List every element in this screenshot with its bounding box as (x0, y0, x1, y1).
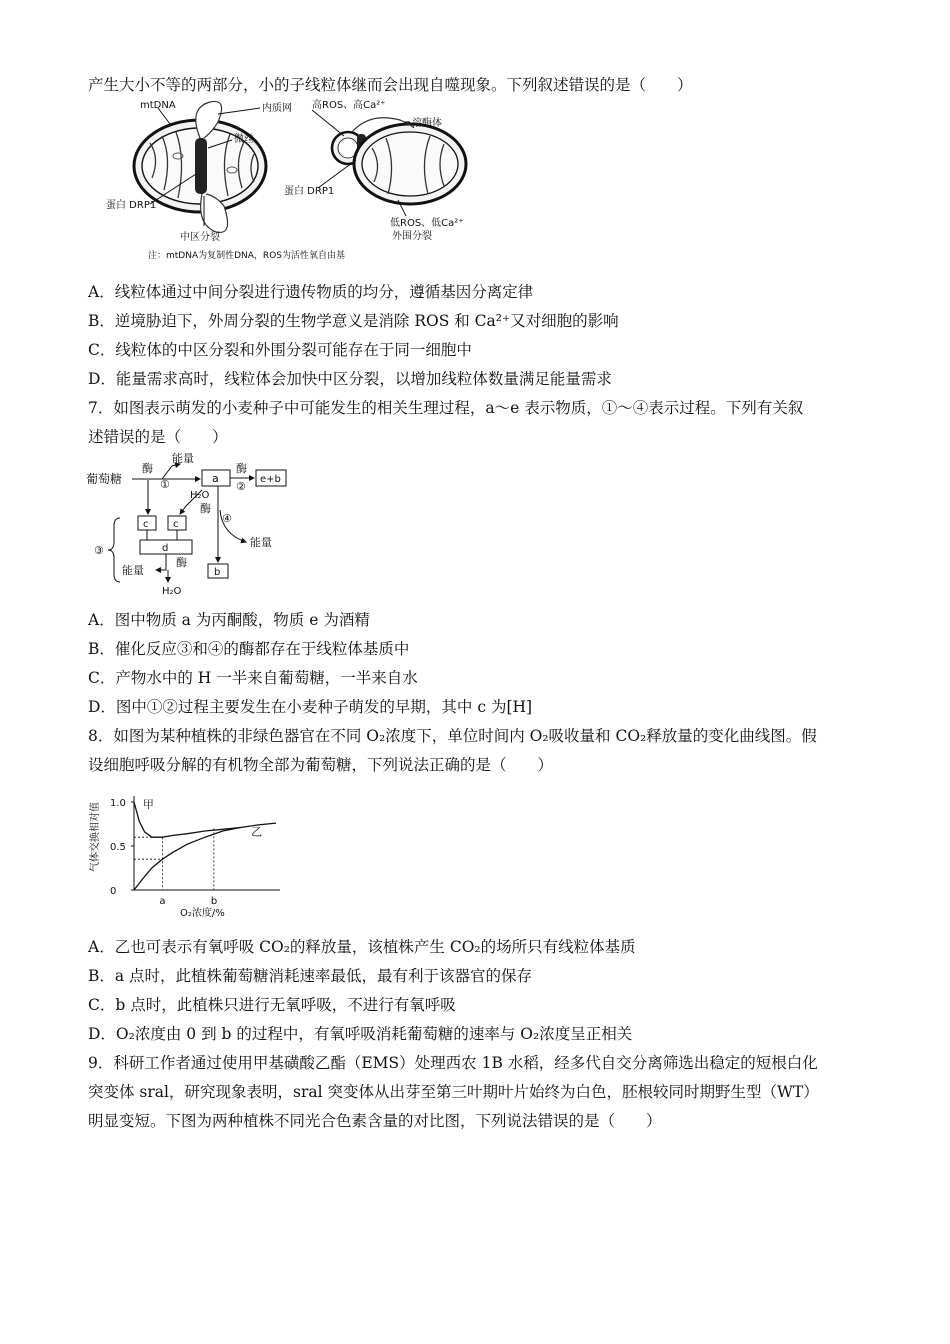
q7-stem-line1: 7．如图表示萌发的小麦种子中可能发生的相关生理过程，a～e 表示物质，①～④表示过程。下列有关叙 (88, 399, 804, 417)
label-er: 内质网 (262, 103, 292, 114)
q7-option-b: B．催化反应③和④的酶都存在于线粒体基质中 (88, 640, 410, 658)
step3-label: ③ (94, 544, 104, 557)
water-label-2: H₂O (162, 586, 182, 597)
q8-stem-line2: 设细胞呼吸分解的有机物全部为葡萄糖，下列说法正确的是（ ） (88, 756, 554, 774)
q9-stem-line1: 9．科研工作者通过使用甲基磺酸乙酯（EMS）处理西农 1B 水稻，经多代自交分离筛选出稳定的短根白化 (88, 1054, 818, 1072)
q7-option-d: D．图中①②过程主要发生在小麦种子萌发的早期，其中 c 为[H] (88, 698, 533, 716)
energy-label-1: 能量 (172, 452, 194, 465)
box-eb-label: e+b (260, 474, 281, 485)
enzyme-label-1: 酶 (142, 462, 153, 475)
box-d-label: d (162, 543, 169, 554)
step1-label: ① (160, 478, 170, 491)
x-tick-label: b (210, 896, 218, 907)
q8-option-b: B．a 点时，此植株葡萄糖消耗速率最低，最有利于该器官的保存 (88, 967, 533, 985)
x-tick-label: a (159, 896, 166, 907)
q6-option-b: B．逆境胁迫下，外周分裂的生物学意义是消除 ROS 和 Ca²⁺又对细胞的影响 (88, 312, 619, 330)
q8-stem-line1: 8．如图为某种植株的非绿色器官在不同 O₂浓度下，单位时间内 O₂吸收量和 CO₂释放量的变化曲线图。假 (88, 727, 817, 745)
gas-exchange-chart (86, 786, 286, 922)
label-high-ros: 高ROS、高Ca²⁺ (312, 100, 386, 111)
energy-label-3: 能量 (122, 564, 144, 577)
step2-label: ② (236, 480, 246, 493)
label-peripheral-division: 外围分裂 (392, 231, 432, 242)
y-axis-label: 气体交换相对值 (90, 802, 101, 872)
q8-option-a: A．乙也可表示有氧呼吸 CO₂的释放量，该植株产生 CO₂的场所只有线粒体基质 (88, 938, 636, 956)
figure-note: 注：mtDNA为复制性DNA，ROS为活性氧自由基 (148, 251, 345, 261)
legend-yi: 乙 (251, 825, 263, 839)
label-microfilament: 微丝 (234, 134, 254, 145)
x-axis-label: O₂浓度/% (180, 908, 225, 919)
y-tick-label: 0.5 (110, 842, 126, 853)
right-mitochondrion (312, 110, 466, 216)
label-lysosome: 溶酶体 (412, 118, 442, 129)
enzyme-label-3: 酶 (200, 502, 211, 515)
mitochondria-division-figure (100, 98, 500, 264)
q8-option-c: C．b 点时，此植株只进行无氧呼吸，不进行有氧呼吸 (88, 996, 456, 1014)
y-tick-label: 1.0 (110, 798, 126, 809)
q6-option-d: D．能量需求高时，线粒体会加快中区分裂，以增加线粒体数量满足能量需求 (88, 370, 612, 388)
water-label-1: H₂O (190, 490, 210, 501)
q9-stem-line3: 明显变短。下图为两种植株不同光合色素含量的对比图，下列说法错误的是（ ） (88, 1112, 662, 1130)
box-b-label: b (214, 567, 221, 578)
label-mtdna: mtDNA (140, 100, 176, 111)
step4-label: ④ (222, 512, 232, 525)
label-middle-division: 中区分裂 (180, 232, 220, 243)
box-a-label: a (212, 472, 219, 485)
q8-option-d: D．O₂浓度由 0 到 b 的过程中，有氧呼吸消耗葡萄糖的速率与 O₂浓度呈正相关 (88, 1025, 633, 1043)
q7-stem-line2: 述错误的是（ ） (88, 428, 228, 446)
respiration-process-diagram (86, 450, 296, 600)
left-mitochondrion (134, 101, 266, 232)
q7-option-c: C．产物水中的 H 一半来自葡萄糖，一半来自水 (88, 669, 418, 687)
enzyme-label-2: 酶 (236, 462, 247, 475)
glucose-label: 葡萄糖 (86, 472, 123, 486)
box-c-left-label: c (143, 519, 149, 530)
enzyme-label-4: 酶 (176, 556, 187, 569)
intro-line: 产生大小不等的两部分，小的子线粒体继而会出现自噬现象。下列叙述错误的是（ ） (88, 76, 693, 94)
legend-jia: 甲 (142, 798, 154, 812)
label-low-ros: 低ROS、低Ca²⁺ (390, 218, 464, 229)
q6-option-c: C．线粒体的中区分裂和外围分裂可能存在于同一细胞中 (88, 341, 472, 359)
label-drp1-right: 蛋白 DRP1 (284, 186, 335, 197)
q9-stem-line2: 突变体 sral，研究现象表明，sral 突变体从出芽至第三叶期叶片始终为白色，胚根较同时期野生型（WT） (88, 1083, 819, 1101)
energy-label-2: 能量 (250, 536, 272, 549)
q6-option-a: A．线粒体通过中间分裂进行遗传物质的均分，遵循基因分离定律 (88, 283, 534, 301)
q7-option-a: A．图中物质 a 为丙酮酸，物质 e 为酒精 (88, 611, 370, 629)
box-c-right-label: c (173, 519, 179, 530)
y-tick-label: 0 (110, 886, 117, 897)
label-drp1-left: 蛋白 DRP1 (106, 200, 157, 211)
